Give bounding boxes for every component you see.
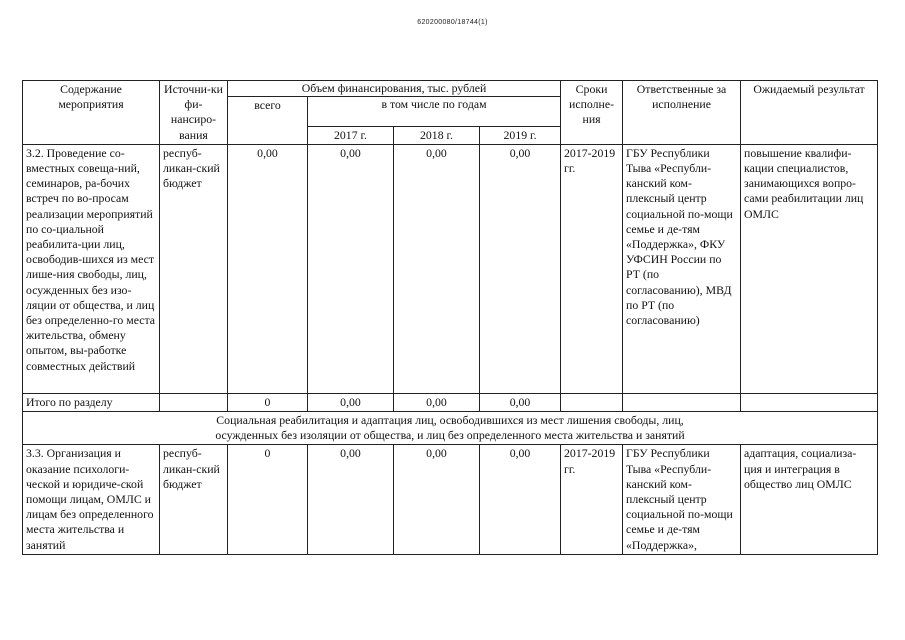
header-2018: 2018 г. (394, 126, 480, 144)
document-id: 620200080/18744(1) (417, 19, 488, 26)
row1-total: 0,00 (228, 144, 308, 393)
total-terms (561, 393, 623, 411)
total-2019: 0,00 (480, 393, 561, 411)
total-source (160, 393, 228, 411)
header-responsible: Ответственные за исполнение (623, 81, 741, 145)
total-row (23, 393, 878, 411)
row2-result: адаптация, социализа-ция и интеграция в общество лиц ОМЛС (741, 445, 878, 554)
total-result (741, 393, 878, 411)
table-row (23, 144, 878, 393)
row1-source: респуб-ликан-ский бюджет (160, 144, 228, 393)
row1-terms: 2017-2019 гг. (561, 144, 623, 393)
row2-terms: 2017-2019 гг. (561, 445, 623, 554)
row1-2017: 0,00 (308, 144, 394, 393)
header-2019: 2019 г. (480, 126, 561, 144)
header-terms: Сроки исполне-ния (561, 81, 623, 145)
row2-2019: 0,00 (480, 445, 561, 554)
row2-2018: 0,00 (394, 445, 480, 554)
header-content: Содержание мероприятия (23, 81, 160, 145)
table-row (23, 445, 878, 554)
header-2017: 2017 г. (308, 126, 394, 144)
row2-content: 3.3. Организация и оказание психологи-ческой и юридиче-ской помощи лицам, ОМЛС и лицам без определенного места жительства и занятий (23, 445, 160, 554)
total-responsible (623, 393, 741, 411)
row2-total: 0 (228, 445, 308, 554)
row1-responsible: ГБУ Республики Тыва «Республи-канский ком-плексный центр социальной по-мощи семье и де-тям «Поддержка», ФКУ УФСИН России по РТ (по согласованию), МВД по РТ (по согласованию) (623, 144, 741, 393)
row2-2017: 0,00 (308, 445, 394, 554)
header-total: всего (228, 97, 308, 145)
total-2017: 0,00 (308, 393, 394, 411)
program-table (22, 80, 878, 555)
header-source: Источни-ки фи-нансиро-вания (160, 81, 228, 145)
section-heading-row (23, 412, 878, 445)
total-label: Итого по разделу (23, 393, 160, 411)
row1-content: 3.2. Проведение со-вместных совеща-ний, семинаров, ра-бочих встреч по во-просам реализации мероприятий по со-циальной реабилита-ции лиц, освободив-шихся из мест лише-ния свободы, лиц, осужденных без изо-ляции от общества, и лиц без определенно-го места жительства, обмену опытом, вы-работке совместных действий (23, 144, 160, 393)
total-2018: 0,00 (394, 393, 480, 411)
row2-source: респуб-ликан-ский бюджет (160, 445, 228, 554)
header-row-1 (23, 81, 878, 97)
header-result: Ожидаемый результат (741, 81, 878, 145)
row2-responsible: ГБУ Республики Тыва «Республи-канский ком-плексный центр социальной по-мощи семье и де-тям «Поддержка», (623, 445, 741, 554)
row1-2019: 0,00 (480, 144, 561, 393)
header-funding: Объем финансирования, тыс. рублей (228, 81, 561, 97)
section-line-1: Социальная реабилитация и адаптация лиц, освободившихся из мест лишения свободы, лиц, (216, 413, 684, 428)
row1-2018: 0,00 (394, 144, 480, 393)
section-heading (23, 412, 878, 445)
total-sum: 0 (228, 393, 308, 411)
header-by-years: в том числе по годам (308, 97, 561, 126)
section-line-2: осужденных без изоляции от общества, и лиц без определенного места жительства и занятий (215, 428, 685, 443)
row1-result: повышение квалифи-кации специалистов, занимающихся вопро-сами реабилитации лиц ОМЛС (741, 144, 878, 393)
